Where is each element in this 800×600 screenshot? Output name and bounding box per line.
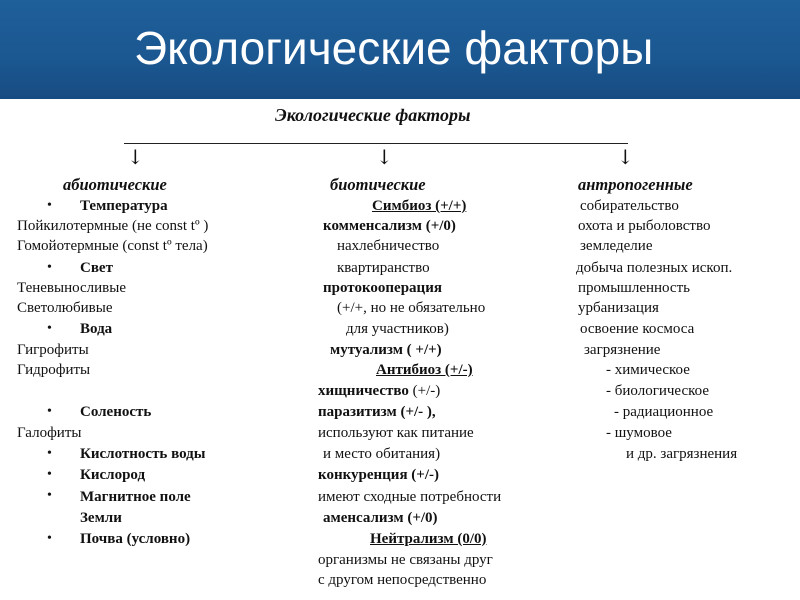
slide-title: Экологические факторы — [134, 22, 654, 74]
bullet-icon: • — [47, 446, 52, 461]
arrow-down-icon: ↓ — [376, 145, 393, 169]
biotic-item: конкуренция (+/-) — [318, 467, 440, 483]
bullet-icon: • — [47, 198, 52, 213]
title-banner — [0, 0, 800, 99]
abiotic-item: Кислород — [80, 467, 146, 483]
biotic-item — [318, 381, 440, 401]
bullet-icon: • — [47, 321, 52, 336]
anthropogenic-item: добыча полезных ископ. — [576, 260, 733, 276]
anthropogenic-item: - радиационное — [614, 404, 714, 420]
column-heading-biotic: биотические — [330, 175, 426, 194]
arrow-down-icon: ↓ — [617, 145, 634, 169]
document-image — [0, 99, 800, 600]
biotic-item: протокооперация — [323, 280, 442, 296]
biotic-item: аменсализм (+/0) — [323, 510, 438, 526]
anthropogenic-item: загрязнение — [584, 342, 661, 358]
abiotic-item: Кислотность воды — [80, 446, 206, 462]
abiotic-item: Соленость — [80, 404, 152, 420]
anthropogenic-item: освоение космоса — [580, 321, 695, 337]
biotic-item: с другом непосредственно — [318, 572, 487, 588]
abiotic-item: Гомойотермные (const tº тела) — [17, 238, 208, 254]
biotic-item: мутуализм ( +/+) — [330, 342, 442, 358]
anthropogenic-item: и др. загрязнения — [626, 446, 738, 462]
biotic-item: комменсализм (+/0) — [323, 218, 456, 234]
bullet-icon: • — [47, 404, 52, 419]
column-heading-abiotic: абиотические — [63, 175, 167, 194]
bullet-icon: • — [47, 467, 52, 482]
abiotic-item: Магнитное поле — [80, 489, 191, 505]
abiotic-item: Теневыносливые — [17, 280, 126, 296]
biotic-item: и место обитания) — [323, 446, 441, 462]
bullet-icon: • — [47, 531, 52, 546]
biotic-item: для участников) — [346, 321, 449, 337]
biotic-item: Антибиоз (+/-) — [376, 362, 473, 378]
anthropogenic-item: - шумовое — [606, 425, 672, 441]
divider-line — [124, 143, 628, 144]
biotic-term: хищничество — [318, 383, 409, 399]
abiotic-item: Свет — [80, 260, 113, 276]
biotic-item: (+/+, но не обязательно — [337, 300, 486, 316]
abiotic-item: Гигрофиты — [17, 342, 89, 358]
anthropogenic-item: урбанизация — [578, 300, 659, 316]
biotic-item: имеют сходные потребности — [318, 489, 502, 505]
anthropogenic-item: - химическое — [606, 362, 690, 378]
doc-title: Экологические факторы — [275, 105, 471, 125]
biotic-sign: (+/-) — [408, 383, 441, 399]
biotic-item: Симбиоз (+/+) — [372, 198, 467, 214]
abiotic-item: Вода — [80, 321, 113, 337]
abiotic-item: Температура — [80, 198, 168, 214]
anthropogenic-item: - биологическое — [606, 383, 709, 399]
abiotic-item: Галофиты — [17, 425, 82, 441]
biotic-item: нахлебничество — [337, 238, 440, 254]
bullet-icon: • — [47, 488, 52, 503]
abiotic-item: Почва (условно) — [80, 531, 191, 547]
anthropogenic-item: собирательство — [580, 198, 679, 214]
anthropogenic-item: промышленность — [578, 280, 690, 296]
abiotic-item: Земли — [80, 510, 122, 526]
anthropogenic-item: земледелие — [580, 238, 653, 254]
abiotic-item: Пойкилотермные (не const tº ) — [17, 218, 209, 234]
biotic-item: используют как питание — [318, 425, 474, 441]
abiotic-item: Светолюбивые — [17, 300, 113, 316]
bullet-icon: • — [47, 260, 52, 275]
anthropogenic-item: охота и рыболовство — [578, 218, 711, 234]
biotic-item: Нейтрализм (0/0) — [370, 531, 487, 547]
arrow-down-icon: ↓ — [127, 145, 144, 169]
column-heading-anthropogenic: антропогенные — [578, 175, 693, 194]
biotic-item: паразитизм (+/- ), — [318, 404, 436, 420]
biotic-item: организмы не связаны друг — [318, 552, 493, 568]
abiotic-item: Гидрофиты — [17, 362, 91, 378]
biotic-item: квартиранство — [337, 260, 430, 276]
